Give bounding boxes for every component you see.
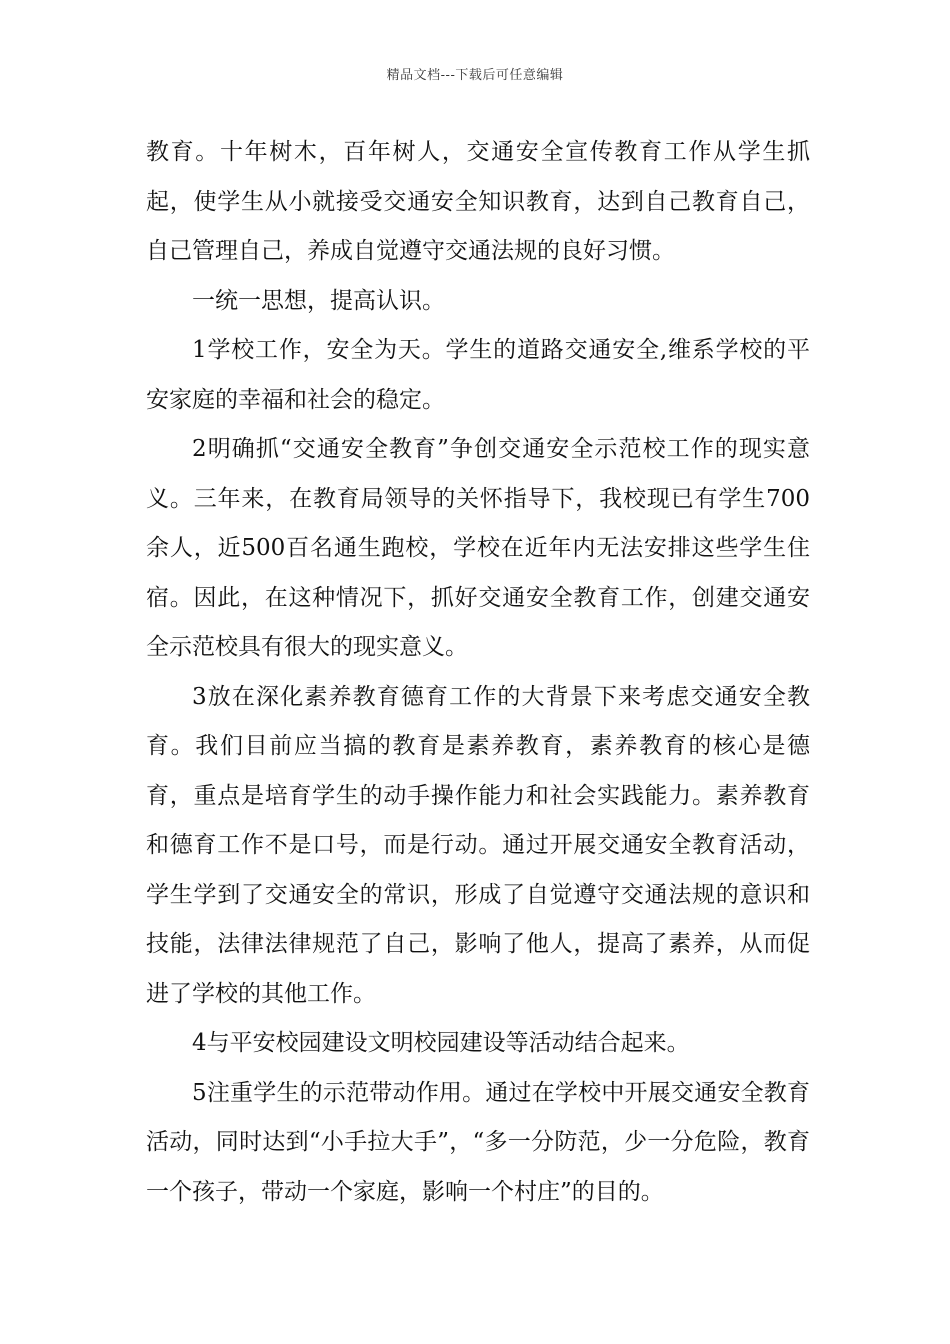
section-heading: 一统一思想，提高认识。 <box>192 287 445 314</box>
paragraph-continuation: 教育。十年树木，百年树人，交通安全宣传教育工作从学生抓起，使学生从小就接受交通安全知识教育，达到自己教育自己，自己管理自己，养成自觉遵守交通法规的良好习惯。 <box>146 139 810 264</box>
paragraph-item-4: 4与平安校园建设文明校园建设等活动结合起来。 <box>192 1030 690 1056</box>
paragraph-item-1: 1学校工作，安全为天。学生的道路交通安全,维系学校的平安家庭的幸福和社会的稳定。 <box>146 337 810 413</box>
paragraph-item-2: 2明确抓“交通安全教育”争创交通安全示范校工作的现实意义。三年来，在教育局领导的关怀指导下，我校现已有学生700余人，近500百名通生跑校，学校在近年内无法安排这些学生住宿。因此，在这种情况下，抓好交通安全教育工作，创建交通安全示范校具有很大的现实意义。 <box>146 436 810 660</box>
page-header: 精品文档---下载后可任意编辑 <box>386 68 564 83</box>
paragraph-item-3: 3放在深化素养教育德育工作的大背景下来考虑交通安全教育。我们目前应当搞的教育是素养教育，素养教育的核心是德育，重点是培育学生的动手操作能力和社会实践能力。素养教育和德育工作不是口号，而是行动。通过开展交通安全教育活动，学生学到了交通安全的常识，形成了自觉遵守交通法规的意识和技能，法律法律规范了自己，影响了他人，提高了素养，从而促进了学校的其他工作。 <box>146 683 810 1007</box>
paragraph-item-5: 5注重学生的示范带动作用。通过在学校中开展交通安全教育活动，同时达到“小手拉大手”，“多一分防范，少一分危险，教育一个孩子，带动一个家庭，影响一个村庄”的目的。 <box>146 1079 810 1205</box>
document-body <box>146 128 810 1217</box>
